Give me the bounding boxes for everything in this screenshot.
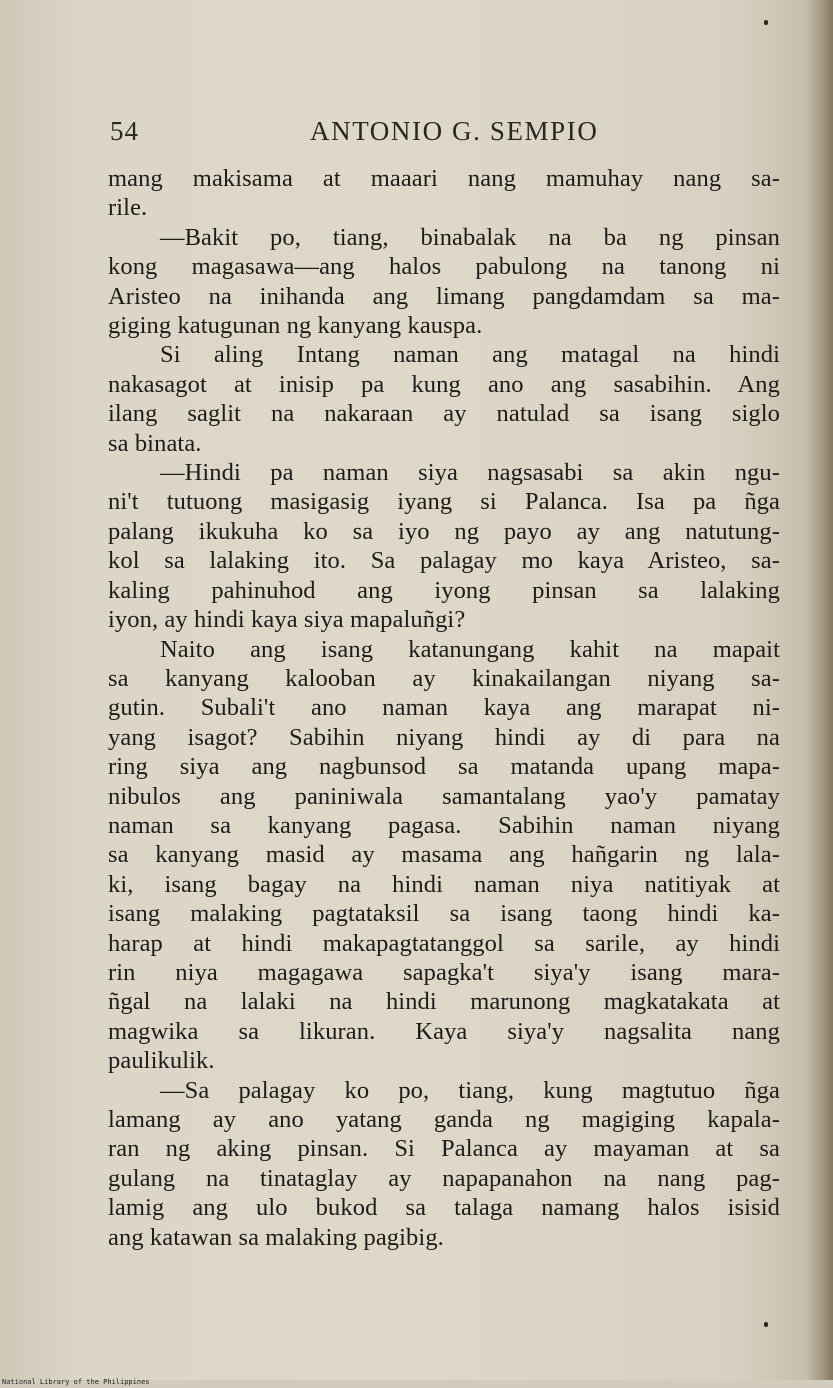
text-line: ang katawan sa malaking pagibig.	[108, 1223, 444, 1251]
text-line: rile.	[108, 194, 148, 222]
text-line: —Hindi pa naman siya nagsasabi sa akin ngu-	[160, 459, 780, 487]
text-line: palang ikukuha ko sa iyo ng payo ay ang natutung-	[108, 517, 780, 545]
text-line: kol sa lalaking ito. Sa palagay mo kaya Aristeo, sa-	[108, 547, 780, 575]
text-line: lamang ay ano yatang ganda ng magiging kapala-	[108, 1106, 780, 1133]
text-line: ring siya ang nagbunsod sa matanda upang mapa-	[108, 753, 780, 781]
text-line: yang isagot? Sabihin niyang hindi ay di para na	[108, 723, 780, 751]
page-header	[110, 116, 780, 156]
text-line: Si aling Intang naman ang matagal na hindi	[160, 341, 780, 369]
text-line: naman sa kanyang pagasa. Sabihin naman niyang	[108, 811, 780, 839]
text-line: sa binata.	[108, 429, 202, 457]
text-line: kaling pahinuhod ang iyong pinsan sa lalaking	[108, 576, 780, 604]
text-line: ran ng aking pinsan. Si Palanca ay mayaman at sa	[108, 1135, 780, 1163]
text-line: —Bakit po, tiang, binabalak na ba ng pinsan	[160, 223, 780, 251]
text-line: sa kanyang masid ay masama ang hañgarin ng lala-	[108, 841, 780, 869]
text-line: ni't tutuong masigasig iyang si Palanca. Isa pa ñga	[108, 488, 780, 516]
text-line: isang malaking pagtataksil sa isang taong hindi ka-	[108, 900, 780, 928]
text-line: Aristeo na inihanda ang limang pangdamdam sa ma-	[108, 282, 780, 310]
text-line: magwika sa likuran. Kaya siya'y nagsalita nang	[108, 1017, 780, 1045]
body-text	[108, 164, 780, 1252]
library-credit: National Library of the Philippines	[2, 1378, 150, 1386]
text-line: ñgal na lalaki na hindi marunong magkatakata at	[108, 988, 780, 1016]
text-line: nibulos ang paniniwala samantalang yao'y pamatay	[108, 782, 780, 810]
text-line: nakasagot at inisip pa kung ano ang sasabihin. Ang	[108, 370, 780, 398]
text-line: iyon, ay hindi kaya siya mapaluñgi?	[108, 606, 466, 634]
text-line: paulikulik.	[108, 1047, 215, 1075]
text-line: gutin. Subali't ano naman kaya ang marapat ni-	[108, 694, 780, 722]
text-line: —Sa palagay ko po, tiang, kung magtutuo ñga	[160, 1076, 780, 1104]
page-number: 54	[110, 116, 139, 146]
text-line: ki, isang bagay na hindi naman niya natitiyak at	[108, 870, 780, 898]
text-line: mang makisama at maaari nang mamuhay nang sa-	[108, 165, 780, 192]
text-line: giging katugunan ng kanyang kauspa.	[108, 312, 483, 340]
text-line: ilang saglit na nakaraan ay natulad sa isang siglo	[108, 400, 780, 428]
running-head: ANTONIO G. SEMPIO	[310, 116, 599, 146]
text-line: gulang na tinataglay ay napapanahon na nang pag-	[108, 1164, 780, 1192]
speck-mark	[764, 20, 768, 25]
text-line: sa kanyang kalooban ay kinakailangan niyang sa-	[108, 664, 780, 692]
page-edge-shadow	[807, 0, 833, 1380]
text-line: lamig ang ulo bukod sa talaga namang halos isisid	[108, 1194, 780, 1222]
text-line: rin niya magagawa sapagka't siya'y isang mara-	[108, 958, 780, 986]
text-line: Naito ang isang katanungang kahit na mapait	[160, 635, 780, 663]
speck-mark	[764, 1322, 768, 1327]
text-line: kong magasawa—ang halos pabulong na tanong ni	[108, 253, 780, 281]
text-line: harap at hindi makapagtatanggol sa sarile, ay hindi	[108, 929, 780, 957]
